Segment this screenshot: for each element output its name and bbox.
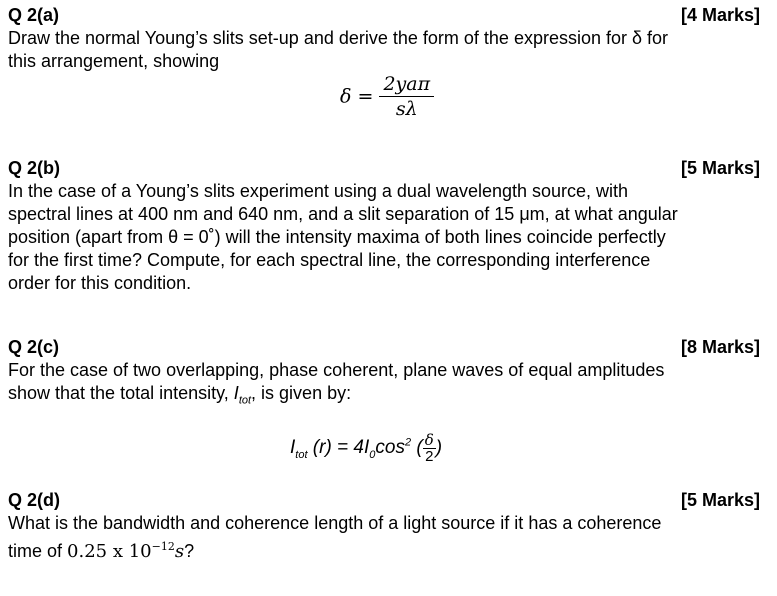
question-2d-marks: [5 Marks] xyxy=(680,490,760,510)
question-2d-header xyxy=(8,489,760,512)
question-2b-line-3: position (apart from θ = 0˚) will the intensity maxima of both lines coincide perfectly xyxy=(8,227,666,247)
question-2d-line-2 xyxy=(8,535,760,563)
question-2d-line-2-unit: s xyxy=(174,541,185,562)
equation-intensity-numerator: δ xyxy=(424,431,434,449)
question-2c-text xyxy=(8,359,760,413)
equation-intensity-I: I xyxy=(290,436,296,458)
question-2b-line-1: In the case of a Young’s slits experiment using a dual wavelength source, with xyxy=(8,181,629,201)
question-2b-marks: [5 Marks] xyxy=(680,158,760,178)
question-2c-header xyxy=(8,336,760,359)
question-2a-text xyxy=(8,27,760,73)
question-2d-line-2-suffix: ? xyxy=(184,541,195,561)
question-2a-line-2: this arrangement, showing xyxy=(8,51,220,71)
question-2b-line-5: order for this condition. xyxy=(8,273,192,293)
question-2c-line-2-prefix: show that the total intensity, xyxy=(8,383,234,403)
question-2d-line-2-prefix: time of xyxy=(8,541,68,561)
equation-intensity xyxy=(290,432,442,465)
question-2b-line-4: for the first time? Compute, for each spectral line, the corresponding interference xyxy=(8,250,651,270)
equation-intensity-cos: cos xyxy=(375,436,405,458)
equation-intensity-close: ) xyxy=(435,437,443,459)
question-2a-line-1: Draw the normal Young’s slits set-up and derive the form of the expression for δ for xyxy=(8,28,669,48)
equation-delta-numerator: 2yaπ xyxy=(379,72,434,97)
question-2c-line-1: For the case of two overlapping, phase coherent, plane waves of equal amplitudes xyxy=(8,360,665,380)
question-2c-line-2-suffix: , is given by: xyxy=(251,383,352,403)
question-2b xyxy=(8,157,760,295)
question-2a-header xyxy=(8,4,760,27)
question-2d-text xyxy=(8,512,760,563)
question-2b-label: Q 2(b) xyxy=(8,158,60,178)
question-2b-text xyxy=(8,180,760,295)
equation-intensity-denominator: 2 xyxy=(425,448,434,465)
equation-delta-fraction xyxy=(379,72,434,121)
question-2d-line-2-sup: −12 xyxy=(151,540,175,553)
question-2d-label: Q 2(d) xyxy=(8,490,60,510)
equation-intensity-open: ( xyxy=(411,436,423,458)
question-2a-label: Q 2(a) xyxy=(8,5,60,25)
equation-intensity-sub: tot xyxy=(295,448,308,461)
equation-intensity-mid: (r) = 4I xyxy=(307,436,370,458)
question-2c-line-2 xyxy=(8,382,760,413)
question-2d-line-2-math: 0.25 x 10 xyxy=(67,541,152,562)
equation-delta-denominator: sλ xyxy=(395,98,418,120)
question-2a-marks: [4 Marks] xyxy=(680,5,760,25)
question-2b-header xyxy=(8,157,760,180)
question-2c xyxy=(8,336,760,413)
question-2d-line-1: What is the bandwidth and coherence length of a light source if it has a coherence xyxy=(8,513,662,533)
question-2a xyxy=(8,4,760,73)
question-2c-label: Q 2(c) xyxy=(8,337,60,357)
question-2b-line-2: spectral lines at 400 nm and 640 nm, and a slit separation of 15 μm, at what angular xyxy=(8,204,678,224)
equation-intensity-sup: 2 xyxy=(404,436,412,449)
question-2c-line-2-var: I xyxy=(233,383,239,403)
equation-intensity-fraction xyxy=(423,432,436,465)
equation-delta xyxy=(340,72,434,121)
question-2d xyxy=(8,489,760,563)
question-2c-marks: [8 Marks] xyxy=(680,337,760,357)
equation-intensity-sub0: 0 xyxy=(369,448,376,461)
question-2c-line-2-sub: tot xyxy=(238,394,252,407)
equation-delta-lhs: δ = xyxy=(340,85,374,108)
